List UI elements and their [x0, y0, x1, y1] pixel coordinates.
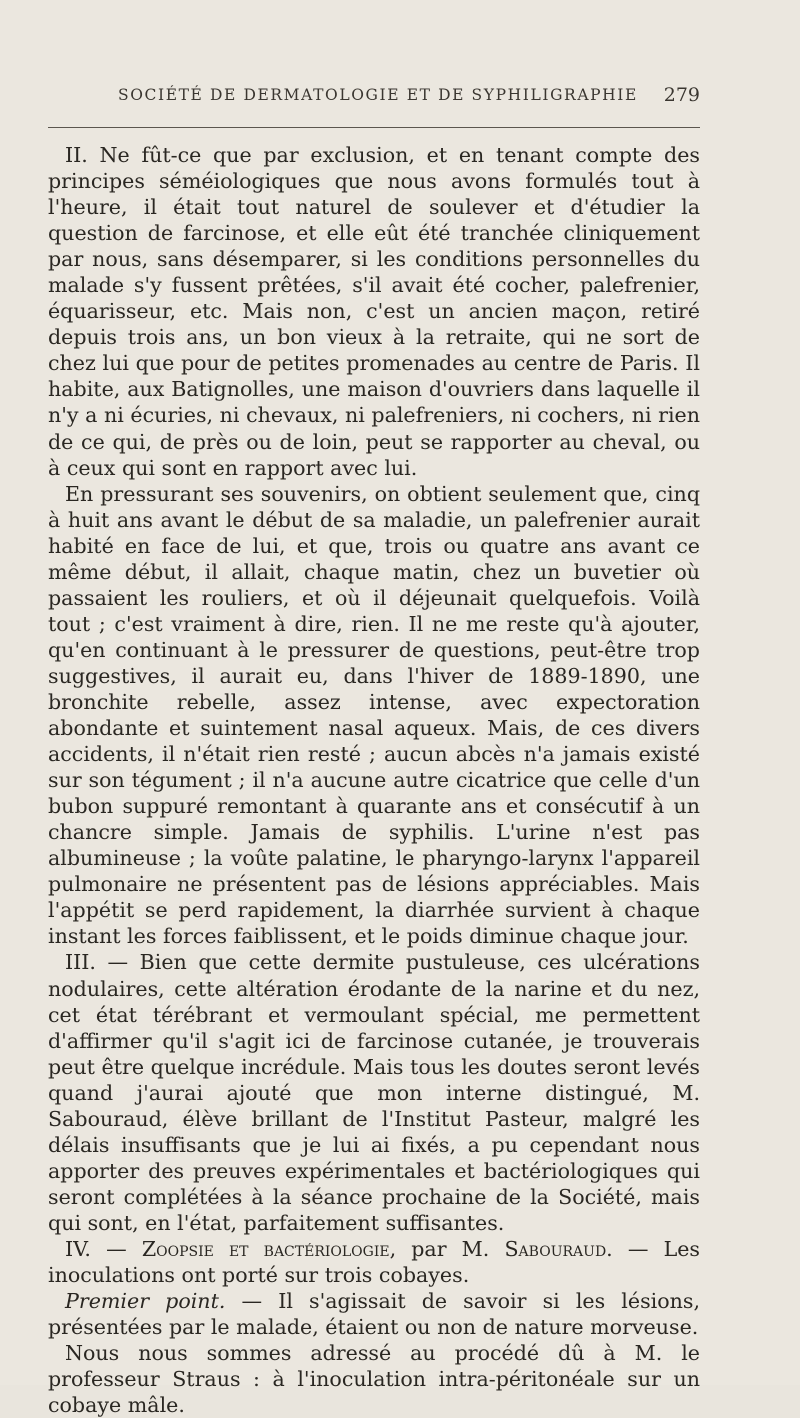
paragraph-memories: En pressurant ses souvenirs, on obtient seulement que, cinq à huit ans avant le début de sa maladie, un palefrenier aurait habité en face de lui, et que, trois ou quatre ans avant ce même début, il allait, chaque matin, chez un buvetier où passaient les rouliers, et où il déjeunait quelquefois. Voilà tout ; c'est vraiment à dire, rien. Il ne me reste qu'à ajouter, qu'en continuant à le pressurer de questions, peut-être trop suggestives, il aurait eu, dans l'hiver de 1889-1890, une bronchite rebelle, assez intense, avec expectoration abondante et suintement nasal aqueux. Mais, de ces divers accidents, il n'était rien resté ; aucun abcès n'a jamais existé sur son tégument ; il n'a aucune autre cicatrice que celle d'un bubon suppuré remontant à quarante ans et consécutif à un chancre simple. Jamais de syphilis. L'urine n'est pas albumineuse ; la voûte palatine, le pharyngo-larynx l'appareil pulmonaire ne présentent pas de lésions appréciables. Mais l'appétit se perd rapidement, la diarrhée survient à chaque instant les forces faiblissent, et le poids diminue chaque jour. — [48, 481, 700, 949]
paragraph-premier-point — [48, 1288, 700, 1340]
running-title: SOCIÉTÉ DE DERMATOLOGIE ET DE SYPHILIGRAPHIE — [118, 86, 638, 104]
paragraph-iii: III. — Bien que cette dermite pustuleuse, ces ulcérations nodulaires, cette altération érodante de la narine et du nez, cet état térébrant et vermoulant spécial, me permettent d'affirmer qu'il s'agit ici de farcinose cutanée, je trouverais peut être quelque incrédule. Mais tous les doutes seront levés quand j'aurai ajouté que mon interne distingué, M. Sabouraud, élève brillant de l'Institut Pasteur, malgré les délais insuffisants que je lui ai fixés, a pu cependant nous apporter des preuves expérimentales et bactériologiques qui seront complétées à la séance prochaine de la Société, mais qui sont, en l'état, parfaitement suffisantes. — [48, 950, 700, 1235]
section-iv-author: Sabouraud. — [504, 1236, 613, 1261]
section-iv-title: Zoopsie et bactériologie, — [141, 1236, 397, 1261]
header-rule — [48, 127, 700, 128]
premier-point-label: Premier point. — [65, 1289, 226, 1314]
paragraph-iv — [48, 1236, 700, 1288]
page-header — [48, 86, 700, 116]
premier-point-text: — Il s'agissait de savoir si les lésions, présentées par le malade, étaient ou non de nature morveuse. — [48, 1289, 700, 1340]
body-text — [48, 142, 700, 1418]
section-iv-by: par M. — [396, 1236, 505, 1261]
section-iv-rest: — Les inoculations ont porté sur trois cobayes. — [48, 1236, 700, 1288]
paragraph-ii: II. Ne fût-ce que par exclusion, et en tenant compte des principes séméiologiques que nous avons formulés tout à l'heure, il était tout naturel de soulever et d'étudier la question de farcinose, et elle eût été tranchée cliniquement par nous, sans désemparer, si les conditions personnelles du malade s'y fussent prêtées, s'il avait été cocher, palefrenier, équarisseur, etc. Mais non, c'est un ancien maçon, retiré depuis trois ans, un bon vieux à la retraite, qui ne sort de chez lui que pour de petites promenades au centre de Paris. Il habite, aux Batignolles, une maison d'ouvriers dans laquelle il n'y a ni écuries, ni chevaux, ni palefreniers, ni cochers, ni rien de ce qui, de près ou de loin, peut se rapporter au cheval, ou à ceux qui sont en rapport avec lui. — [48, 143, 700, 480]
page-number: 279 — [663, 84, 700, 106]
paragraph-final: Nous nous sommes adressé au procédé dû à M. le professeur Straus : à l'inoculation intra-péritonéale sur un cobaye mâle. — [48, 1341, 700, 1418]
section-iv-numeral: IV. — — [65, 1236, 142, 1261]
